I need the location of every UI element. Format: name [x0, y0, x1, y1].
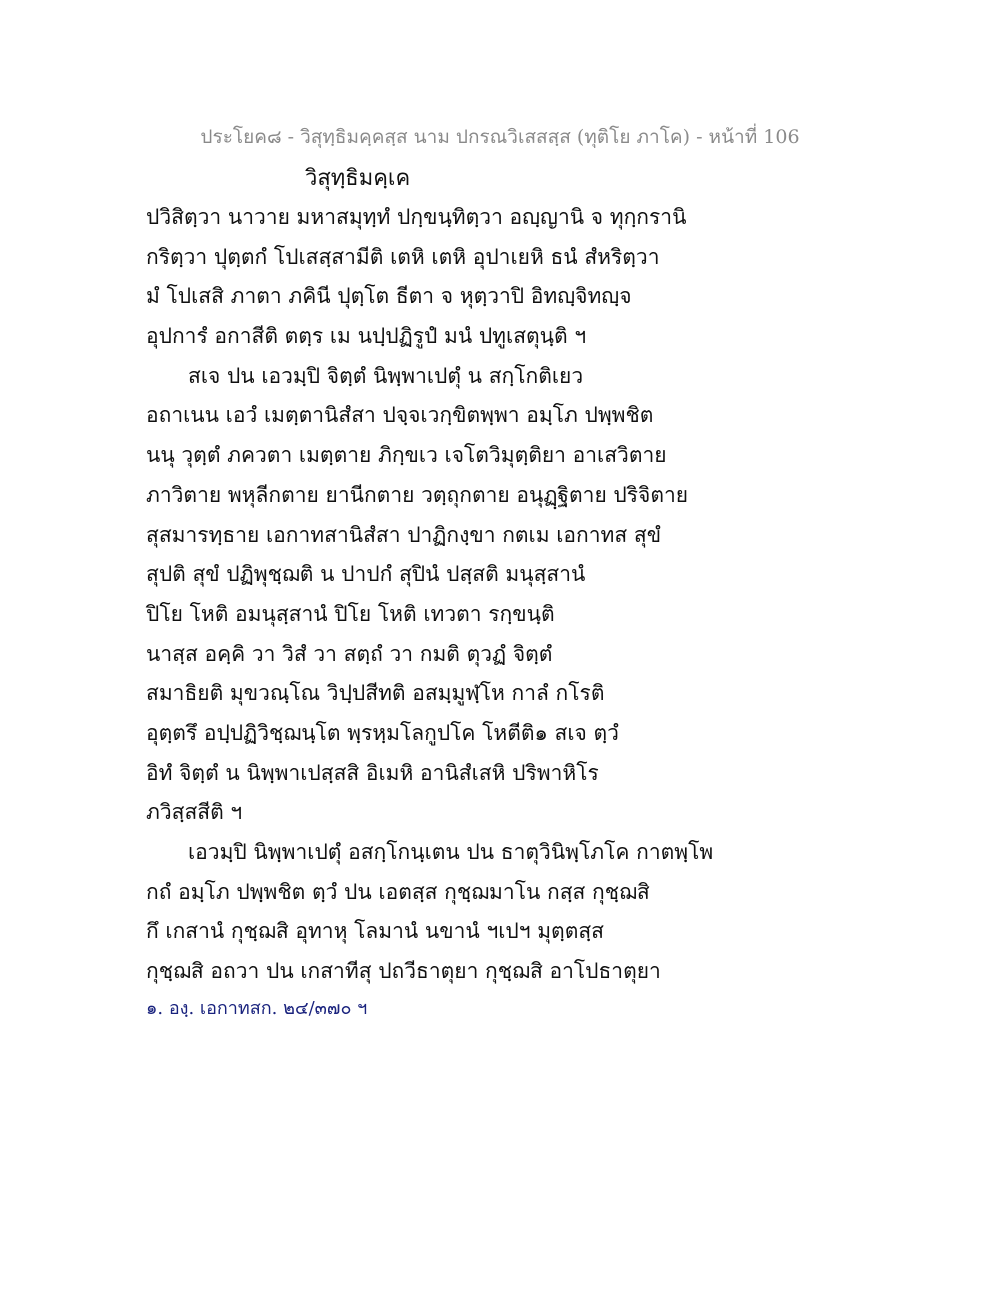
text-line: ปิโย โหติ อมนุสฺสานํ ปิโย โหติ เทวตา รกฺขนฺติ — [146, 601, 555, 626]
text-line: สมาธิยติ มุขวณฺโณ วิปฺปสีทติ อสมฺมูฬฺโห กาลํ กโรติ — [146, 681, 605, 706]
text-line: ปวิสิตฺวา นาวาย มหาสมุทฺทํ ปกฺขนฺทิตฺวา อญฺญานิ จ ทุกฺกรานิ — [146, 205, 687, 229]
text-line: กุชฺฌสิ อถวา ปน เกสาทีสุ ปถวีธาตุยา กุชฺฌสิ อาโปธาตุยา — [146, 959, 661, 984]
text-line: นนุ วุตฺตํ ภควตา เมตฺตาย ภิกฺขเว เจโตวิมุตฺติยา อาเสวิตาย — [146, 443, 667, 468]
text-line: อุตฺตรึ อปฺปฏิวิชฺฌนฺโต พฺรหฺมโลกูปโค โหตีติ๑ สเจ ตฺวํ — [146, 720, 619, 745]
body-text — [146, 198, 866, 992]
book-title: วิสุทฺธิมคฺเค — [305, 166, 411, 191]
text-line: สเจ ปน เอวมฺปิ จิตฺตํ นิพฺพาเปตุํ น สกฺโกติเยว — [188, 363, 584, 388]
text-line: อุปการํ อกาสีติ ตตฺร เม นปฺปฏิรูปํ มนํ ปทูเสตุนฺติ ฯ — [146, 324, 587, 349]
text-line: กถํ อมฺโภ ปพฺพชิต ตฺวํ ปน เอตสฺส กุชฺฌมาโน กสฺส กุชฺฌสิ — [146, 879, 650, 904]
text-line: ภาวิตาย พหุลีกตาย ยานีกตาย วตฺถุกตาย อนุฏฺฐิตาย ปริจิตาย — [146, 482, 689, 507]
text-line: กริตฺวา ปุตฺตกํ โปเสสฺสามีติ เตหิ เตหิ อุปาเยหิ ธนํ สํหริตฺวา — [146, 244, 660, 269]
text-line: สุปติ สุขํ ปฏิพุชฺฌติ น ปาปกํ สุปินํ ปสฺสติ มนุสฺสานํ — [146, 562, 586, 587]
text-line: ภวิสฺสสีติ ฯ — [146, 800, 243, 825]
page-header: ประโยค๘ - วิสุทฺธิมคฺคสฺส นาม ปกรณวิเสสสฺส (ทุติโย ภาโค) - หน้าที่ 106 — [200, 126, 800, 148]
text-line: กึ เกสานํ กุชฺฌสิ อุทาหุ โลมานํ นขานํ ฯเปฯ มุตฺตสฺส — [146, 919, 604, 944]
text-line: เอวมฺปิ นิพฺพาเปตุํ อสกฺโกนฺเตน ปน ธาตุวินิพฺโภโค กาตพฺโพ — [188, 840, 714, 864]
footnote: ๑. องฺ. เอกาทสก. ๒๔/๓๗๐ ฯ — [146, 998, 368, 1019]
text-line: มํ โปเสสิ ภาตา ภคินี ปุตฺโต ธีตา จ หุตฺวาปิ อิทญฺจิทญฺจ — [146, 284, 632, 309]
text-line: อถาเนน เอวํ เมตฺตานิสํสา ปจฺจเวกฺขิตพฺพา อมฺโภ ปพฺพชิต — [146, 403, 654, 428]
text-line: นาสฺส อคฺคิ วา วิสํ วา สตฺถํ วา กมติ ตุวฏํ จิตฺตํ — [146, 641, 553, 666]
text-line: สุสมารทฺธาย เอกาทสานิสํสา ปาฏิกงฺขา กตเม เอกาทส สุขํ — [146, 522, 662, 547]
text-line: อิทํ จิตฺตํ น นิพฺพาเปสฺสสิ อิเมหิ อานิสํเสหิ ปริพาหิโร — [146, 760, 599, 785]
